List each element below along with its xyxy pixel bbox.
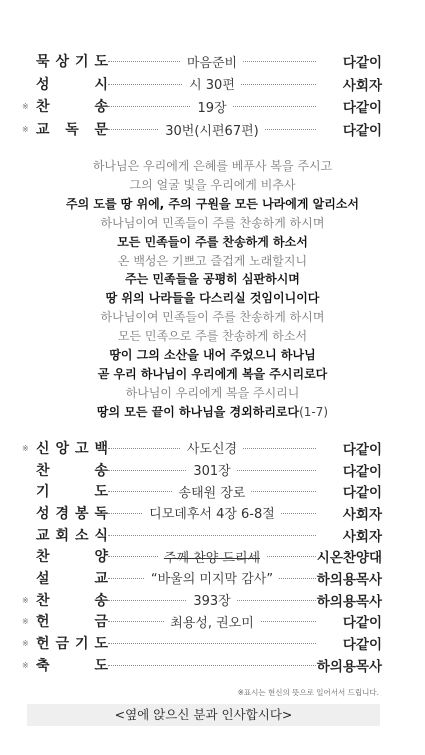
order-item-content: 디모데후서 4장 6-8절 (108, 503, 316, 522)
standing-mark: ※ (22, 617, 29, 627)
order-item-leader: 다같이 (342, 615, 382, 632)
order-item-label: 설 교 (36, 570, 108, 587)
reading-line-people: 곧 우리 하나님이 우리에게 복을 주시리로다 (97, 366, 328, 381)
order-row (22, 524, 382, 546)
order-item-leader: 다같이 (342, 637, 382, 654)
reading-line-people: 모든 민족들이 주를 찬송하게 하소서 (117, 234, 308, 249)
order-of-worship-bottom (22, 437, 382, 676)
dotted-leader (108, 643, 316, 644)
reading-line-leader: 하나님이여 민족들이 주를 찬송하게 하시며 (100, 310, 325, 325)
standing-mark: ※ (22, 595, 29, 605)
dotted-leader (108, 665, 316, 666)
order-item-label: 묵 상 기 도 (36, 54, 108, 71)
order-row (22, 632, 382, 654)
order-item-content: 393장 (108, 590, 316, 609)
order-item-label: 헌 금 기 도 (36, 636, 108, 653)
order-item-label: 기 도 (36, 484, 108, 501)
standing-note: ※표시는 현신의 뜻으로 일어서서 드립니다. (237, 688, 379, 697)
reading-line-leader: 하나님이 우리에게 복을 주시리니 (125, 385, 300, 400)
order-item-label: 교 회 소 식 (36, 527, 108, 544)
order-item-content: 301장 (108, 460, 316, 479)
order-item-label: 성 경 봉 독 (36, 505, 108, 522)
order-item-leader: 시온찬양대 (316, 550, 382, 567)
order-item-label: 찬 송 (36, 592, 108, 609)
dotted-leader (108, 535, 316, 536)
order-row (22, 545, 382, 567)
reading-line-people: 땅의 모든 끝이 하나님을 경외하리로다(1-7) (96, 404, 329, 419)
order-row (22, 95, 382, 118)
order-row (22, 589, 382, 611)
standing-mark: ※ (22, 125, 29, 135)
order-item-label: 찬 송 (36, 99, 108, 116)
reading-reference: (1-7) (299, 404, 329, 419)
order-item-leader: 다같이 (342, 441, 382, 458)
order-item-label: 성 시 (36, 76, 108, 93)
order-row (22, 611, 382, 633)
order-item-leader: 사회자 (342, 528, 382, 545)
order-item-content: 사도신경 (108, 438, 316, 457)
reading-line-people: 땅 위의 나라들을 다스리실 것임이니이다 (105, 291, 320, 306)
order-item-leader: 하의용목사 (316, 658, 382, 675)
order-row (22, 567, 382, 589)
reading-line-people: 땅이 그의 소산을 내어 주었으니 하나님 (109, 348, 316, 363)
reading-line-leader: 그의 얼굴 빛을 우리에게 비추사 (129, 177, 296, 192)
order-item-label: 헌 금 (36, 614, 108, 631)
order-of-worship-top (22, 50, 382, 140)
standing-mark: ※ (22, 660, 29, 670)
order-item-leader: 다같이 (342, 485, 382, 502)
reading-line-people: 주의 도를 땅 위에, 주의 구원을 모든 나라에게 알리소서 (65, 196, 359, 211)
order-row (22, 654, 382, 676)
order-item-leader: 하의용목사 (316, 593, 382, 610)
order-item-label: 신 앙 고 백 (36, 440, 108, 457)
standing-mark: ※ (22, 443, 29, 453)
order-item-leader: 다같이 (342, 100, 382, 117)
greeting-footer: <옆에 앉으신 분과 인사합시다> (27, 704, 380, 726)
order-item-content: 최용성, 권오미 (108, 612, 316, 631)
order-item-leader: 사회자 (342, 506, 382, 523)
order-item-content: 송태원 장로 (108, 482, 316, 501)
reading-line-leader: 모든 민족으로 주를 찬송하게 하소서 (117, 329, 308, 344)
order-row (22, 502, 382, 524)
order-item-content: 주께 찬양 드리세 (108, 547, 316, 566)
order-item-leader: 사회자 (342, 77, 382, 94)
responsive-reading (0, 157, 425, 422)
order-item-leader: 하의용목사 (316, 571, 382, 588)
standing-mark: ※ (22, 102, 29, 112)
order-item-label: 찬 송 (36, 462, 108, 479)
order-item-content: 30번(시편67편) (108, 120, 316, 139)
reading-line-people: 주는 민족들을 공평히 심판하시며 (125, 272, 300, 287)
reading-line-leader: 온 백성은 기쁘고 즐겁게 노래할지니 (117, 253, 308, 268)
standing-mark: ※ (22, 638, 29, 648)
order-row (22, 73, 382, 96)
order-item-content: 19장 (108, 97, 316, 116)
order-item-content: 마음준비 (108, 52, 316, 71)
order-item-leader: 다같이 (342, 463, 382, 480)
order-row (22, 118, 382, 141)
order-item-leader: 다같이 (342, 55, 382, 72)
order-row (22, 437, 382, 459)
order-item-label: 교 독 문 (36, 122, 108, 139)
order-row (22, 480, 382, 502)
order-row (22, 459, 382, 481)
reading-line-leader: 하나님이여 민족들이 주를 찬송하게 하시며 (100, 215, 325, 230)
reading-line-leader: 하나님은 우리에게 은혜를 베푸사 복을 주시고 (92, 159, 333, 173)
order-item-content: 시 30편 (108, 74, 316, 93)
order-item-label: 축 도 (36, 657, 108, 674)
order-item-label: 찬 양 (36, 549, 108, 566)
order-item-content: “바울의 미지막 감사” (108, 568, 316, 587)
order-item-leader: 다같이 (342, 123, 382, 140)
order-row (22, 50, 382, 73)
